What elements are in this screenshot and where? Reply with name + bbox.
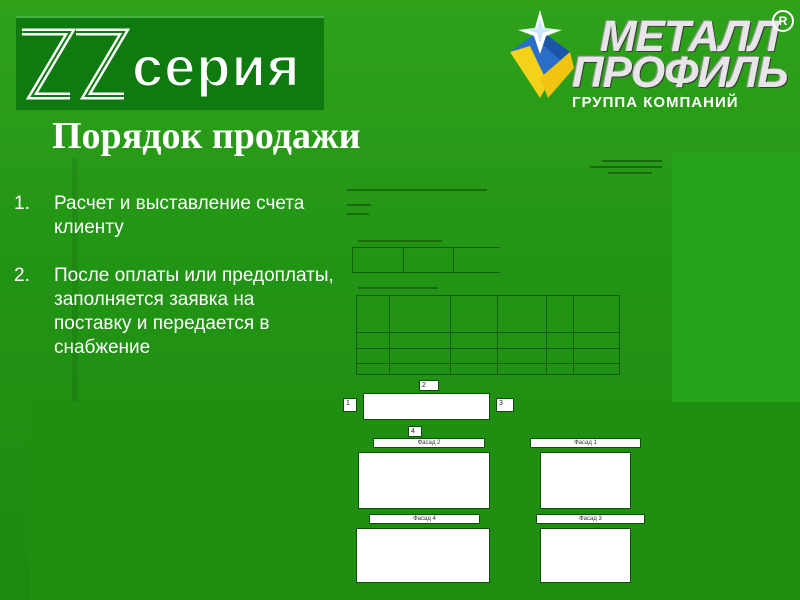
form-heading-line — [347, 189, 487, 191]
series-badge — [16, 16, 324, 110]
step-number: 1. — [14, 193, 30, 214]
form-items-table — [356, 295, 620, 375]
diagram-center-box — [363, 393, 490, 420]
facade-label: Фасад 3 — [536, 514, 645, 524]
diagram-number-4: 4 — [408, 426, 422, 437]
step-text: После оплаты или предоплаты, заполняется заявка на поставку и передается в снабжение — [54, 265, 334, 358]
form-header-table — [352, 247, 500, 273]
form-text-line — [347, 213, 369, 215]
registered-mark-icon: R — [772, 10, 794, 32]
facade-label: Фасад 4 — [369, 514, 480, 524]
logo-group-text: ГРУППА КОМПАНИЙ — [572, 94, 739, 111]
facade-box — [356, 528, 490, 583]
star-logo-icon — [500, 8, 580, 108]
facade-label: Фасад 2 — [373, 438, 485, 448]
list-item — [14, 192, 334, 240]
logo-text-metall: МЕТАЛЛ — [600, 12, 778, 61]
step-number: 2. — [14, 265, 30, 286]
zz-logo-icon — [18, 26, 130, 106]
facade-box — [358, 452, 490, 509]
step-text: Расчет и выставление счета клиенту — [54, 193, 305, 238]
series-word: серия — [132, 35, 301, 98]
logo-text-profil: ПРОФИЛЬ — [572, 48, 788, 97]
diagram-number-2: 2 — [419, 380, 439, 391]
form-text-line — [358, 287, 438, 289]
list-item — [14, 264, 334, 360]
diagram-number-1: 1 — [343, 398, 357, 412]
facade-box — [540, 452, 631, 509]
diagram-number-3: 3 — [496, 398, 514, 412]
steps-list — [14, 192, 334, 384]
facade-label: Фасад 1 — [530, 438, 641, 448]
facade-box — [540, 528, 631, 583]
company-logo — [500, 8, 792, 114]
form-text-line — [358, 240, 442, 242]
form-text-line — [347, 204, 371, 206]
page-title: Порядок продажи — [52, 115, 361, 157]
document-header — [590, 156, 662, 178]
